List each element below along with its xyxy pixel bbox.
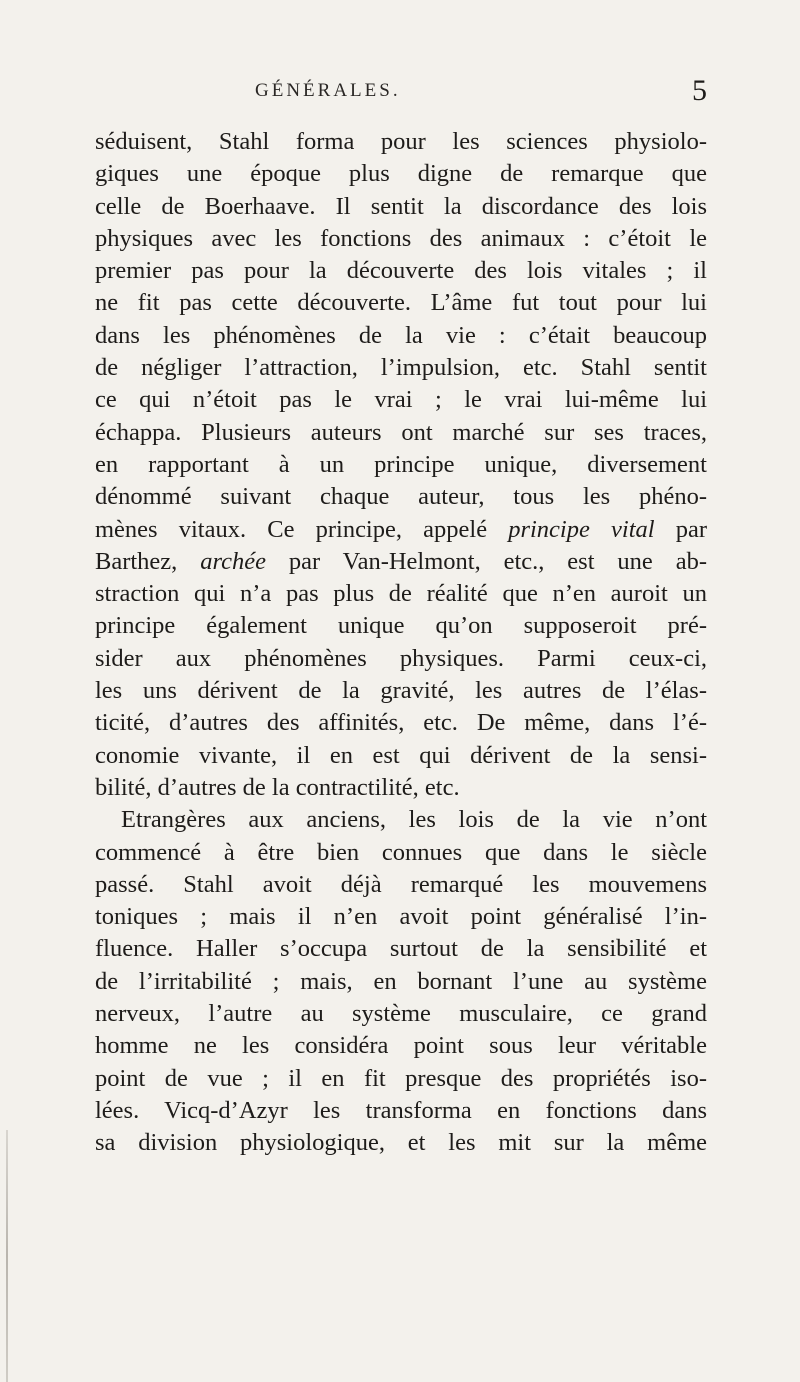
text-line: échappa. Plusieurs auteurs ont marché sur ses traces, bbox=[95, 418, 707, 446]
text-line: conomie vivante, il en est qui dérivent de la sensi- bbox=[95, 741, 707, 769]
running-title: GÉNÉRALES. bbox=[255, 80, 401, 101]
italic-term: archée bbox=[200, 547, 266, 575]
text-line: fluence. Haller s’occupa surtout de la sensibilité et bbox=[95, 935, 707, 963]
text-line: les uns dérivent de la gravité, les autres de l’élas- bbox=[95, 677, 707, 705]
text-line: sa division physiologique, et les mit sur la même bbox=[95, 1129, 707, 1157]
text-line: principe également unique qu’on supposeroit pré- bbox=[95, 612, 707, 640]
text-line: physiques avec les fonctions des animaux : c’étoit le bbox=[95, 224, 707, 252]
text-line-with-italic bbox=[95, 546, 707, 578]
text-line: celle de Boerhaave. Il sentit la discordance des lois bbox=[95, 192, 707, 220]
text-line: lées. Vicq-d’Azyr les transforma en fonctions dans bbox=[95, 1096, 707, 1124]
page-edge-shadow bbox=[6, 1130, 8, 1382]
text-line: sider aux phénomènes physiques. Parmi ceux-ci, bbox=[95, 644, 707, 672]
text-line: toniques ; mais il n’en avoit point généralisé l’in- bbox=[95, 903, 707, 931]
text-line: commencé à être bien connues que dans le siècle bbox=[95, 838, 707, 866]
text-line: point de vue ; il en fit presque des propriétés iso- bbox=[95, 1064, 707, 1092]
text-line: ne fit pas cette découverte. L’âme fut tout pour lui bbox=[95, 289, 707, 317]
line-segment: Barthez, bbox=[95, 547, 201, 575]
line-segment: mènes vitaux. Ce principe, appelé bbox=[95, 515, 509, 543]
text-line: de négliger l’attraction, l’impulsion, etc. Stahl sentit bbox=[95, 354, 707, 382]
running-head bbox=[95, 74, 707, 114]
text-line-with-italic bbox=[95, 514, 707, 546]
text-line: Etrangères aux anciens, les lois de la vie n’ont bbox=[121, 806, 707, 834]
text-line: dénommé suivant chaque auteur, tous les phéno- bbox=[95, 483, 707, 511]
text-line: dans les phénomènes de la vie : c’était beaucoup bbox=[95, 321, 707, 349]
line-segment: par bbox=[654, 515, 707, 543]
text-line: bilité, d’autres de la contractilité, etc. bbox=[95, 773, 460, 801]
text-line: homme ne les considéra point sous leur véritable bbox=[95, 1032, 707, 1060]
text-line: nerveux, l’autre au système musculaire, ce grand bbox=[95, 1000, 707, 1028]
italic-term: principe vital bbox=[508, 515, 655, 543]
text-line: séduisent, Stahl forma pour les sciences physiolo- bbox=[95, 128, 707, 155]
text-line: straction qui n’a pas plus de réalité que n’en auroit un bbox=[95, 580, 707, 608]
text-line: en rapportant à un principe unique, diversement bbox=[95, 450, 707, 478]
text-line: ticité, d’autres des affinités, etc. De même, dans l’é- bbox=[95, 709, 707, 737]
page-number: 5 bbox=[692, 74, 707, 107]
text-line: passé. Stahl avoit déjà remarqué les mouvemens bbox=[95, 870, 707, 898]
text-line: premier pas pour la découverte des lois vitales ; il bbox=[95, 257, 707, 285]
text-line: ce qui n’étoit pas le vrai ; le vrai lui-même lui bbox=[95, 386, 707, 414]
body-text bbox=[95, 126, 707, 1160]
line-segment: par Van-Helmont, etc., est une ab- bbox=[265, 547, 707, 575]
text-line: de l’irritabilité ; mais, en bornant l’une au système bbox=[95, 967, 707, 995]
text-line: giques une époque plus digne de remarque que bbox=[95, 160, 707, 188]
